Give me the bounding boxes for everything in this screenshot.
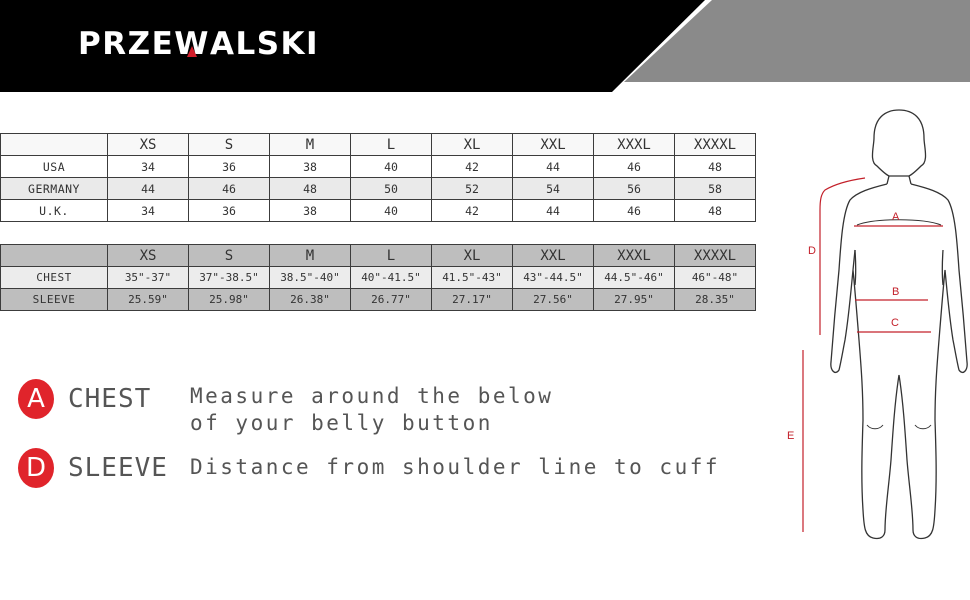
table-cell: 44 xyxy=(513,156,594,178)
logo-accent-triangle xyxy=(187,46,197,57)
size-label: S xyxy=(189,245,270,267)
table-cell: 56 xyxy=(594,178,675,200)
label-e: E xyxy=(787,430,795,442)
table-cell: 48 xyxy=(675,200,756,222)
corner-cell xyxy=(1,245,108,267)
table-cell: 46"-48" xyxy=(675,267,756,289)
size-label: XXXXL xyxy=(675,134,756,156)
table-cell: 27.17" xyxy=(432,289,513,311)
table-cell: 46 xyxy=(594,156,675,178)
size-label: XXXXL xyxy=(675,245,756,267)
table-row-germany xyxy=(1,178,756,200)
table-cell: 36 xyxy=(189,200,270,222)
table-cell: 34 xyxy=(108,156,189,178)
table-cell: 41.5"-43" xyxy=(432,267,513,289)
table-cell: 44 xyxy=(513,200,594,222)
table-cell: 50 xyxy=(351,178,432,200)
size-label: L xyxy=(351,245,432,267)
size-label: XL xyxy=(432,245,513,267)
badge-d: D xyxy=(18,448,54,488)
table-cell: 43"-44.5" xyxy=(513,267,594,289)
table-cell: 48 xyxy=(270,178,351,200)
table-cell: 25.98" xyxy=(189,289,270,311)
corner-cell xyxy=(1,134,108,156)
label-b: B xyxy=(892,286,900,298)
table-cell: 38 xyxy=(270,200,351,222)
table-cell: 44 xyxy=(108,178,189,200)
table-cell: 44.5"-46" xyxy=(594,267,675,289)
size-conversion-table xyxy=(0,133,756,222)
table-cell: 27.56" xyxy=(513,289,594,311)
label-a: A xyxy=(892,211,900,223)
size-label: XXXL xyxy=(594,245,675,267)
row-label: USA xyxy=(1,156,108,178)
row-label: GERMANY xyxy=(1,178,108,200)
guide-chest-title: CHEST xyxy=(68,384,152,414)
table-cell: 40 xyxy=(351,156,432,178)
body-outline-icon xyxy=(775,100,970,570)
table-cell: 48 xyxy=(675,156,756,178)
brand-logo: PRZEW ALSKI xyxy=(78,26,320,62)
table-cell: 28.35" xyxy=(675,289,756,311)
guide-sleeve-title: SLEEVE xyxy=(68,453,168,483)
row-label: U.K. xyxy=(1,200,108,222)
size-label: M xyxy=(270,245,351,267)
body-measurement-figure xyxy=(775,100,970,570)
row-label: CHEST xyxy=(1,267,108,289)
table-cell: 58 xyxy=(675,178,756,200)
size-label: XS xyxy=(108,134,189,156)
table-cell: 35"-37" xyxy=(108,267,189,289)
size-label: XL xyxy=(432,134,513,156)
size-label: XXL xyxy=(513,134,594,156)
size-header-row xyxy=(1,245,756,267)
table-cell: 54 xyxy=(513,178,594,200)
table-cell: 34 xyxy=(108,200,189,222)
guide-chest-description: Measure around the below of your belly button xyxy=(190,384,554,435)
table-row-chest xyxy=(1,267,756,289)
size-label: XXL xyxy=(513,245,594,267)
size-measurement-table xyxy=(0,244,756,311)
table-cell: 36 xyxy=(189,156,270,178)
table-cell: 27.95" xyxy=(594,289,675,311)
size-label: XS xyxy=(108,245,189,267)
table-cell: 40 xyxy=(351,200,432,222)
table-cell: 25.59" xyxy=(108,289,189,311)
table-cell: 42 xyxy=(432,156,513,178)
table-cell: 42 xyxy=(432,200,513,222)
size-label: S xyxy=(189,134,270,156)
row-label: SLEEVE xyxy=(1,289,108,311)
table-cell: 26.77" xyxy=(351,289,432,311)
table-row-sleeve xyxy=(1,289,756,311)
table-cell: 52 xyxy=(432,178,513,200)
table-cell: 38 xyxy=(270,156,351,178)
table-cell: 26.38" xyxy=(270,289,351,311)
table-cell: 40"-41.5" xyxy=(351,267,432,289)
table-cell: 37"-38.5" xyxy=(189,267,270,289)
badge-a: A xyxy=(18,379,54,419)
table-cell: 38.5"-40" xyxy=(270,267,351,289)
table-row-usa xyxy=(1,156,756,178)
header-banner xyxy=(0,0,970,92)
size-label: XXXL xyxy=(594,134,675,156)
size-label: L xyxy=(351,134,432,156)
table-row-uk xyxy=(1,200,756,222)
table-cell: 46 xyxy=(189,178,270,200)
table-cell: 46 xyxy=(594,200,675,222)
guide-sleeve-description: Distance from shoulder line to cuff xyxy=(190,455,721,479)
size-label: M xyxy=(270,134,351,156)
label-d: D xyxy=(808,245,816,257)
label-c: C xyxy=(891,317,899,329)
size-header-row xyxy=(1,134,756,156)
